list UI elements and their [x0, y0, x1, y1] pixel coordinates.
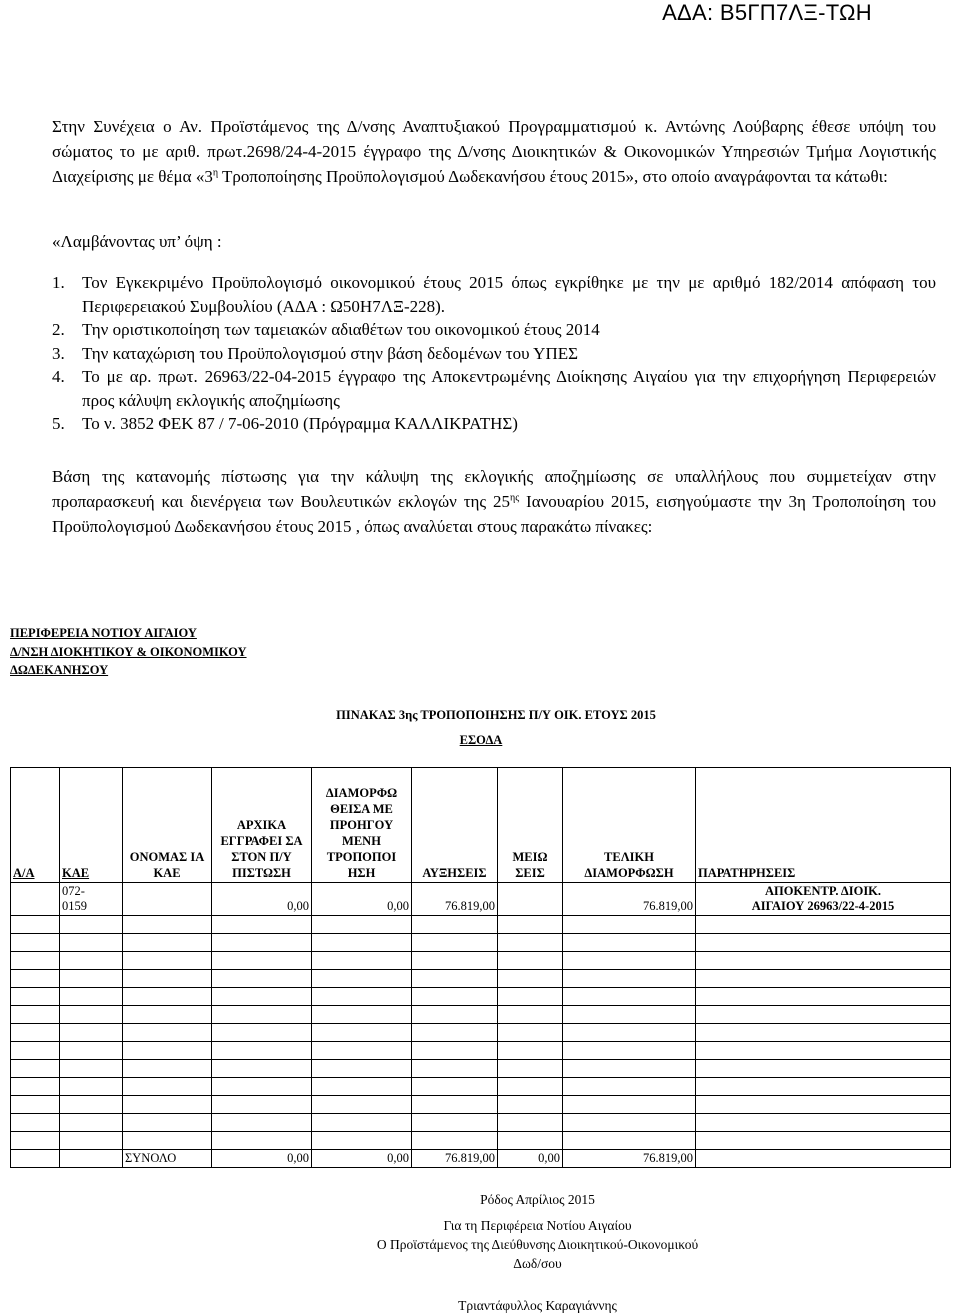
table-subtitle: ΕΣΟΔΑ: [459, 733, 503, 747]
list-item-text: Την καταχώριση του Προϋπολογισμού στην βάση δεδομένων του ΥΠΕΣ: [82, 343, 579, 363]
total-kae: [60, 1150, 123, 1168]
table-row: [11, 1096, 951, 1114]
table-row: [11, 1132, 951, 1150]
basis-text-after: Ιανουαρίου 2015, εισηγούμαστε την 3η Τροποποίηση του Προϋπολογισμού Δωδεκανήσου έτους 2015 , όπως αναλύεται στους παρακάτω πίνακες:: [52, 492, 936, 536]
col-kae: ΚΑΕ: [60, 768, 123, 883]
total-final: 76.819,00: [563, 1150, 696, 1168]
cell-increase: 76.819,00: [412, 883, 498, 916]
table-title: ΠΙΝΑΚΑΣ 3ης ΤΡΟΠΟΠΟΙΗΣΗΣ Π/Υ ΟΙΚ. ΕΤΟΥΣ 2015: [336, 708, 656, 722]
sig-for-region: Για τη Περιφέρεια Νοτίου Αιγαίου: [443, 1218, 632, 1233]
intro-superscript: η: [212, 167, 219, 179]
budget-table: [10, 767, 951, 1168]
col-initial: ΑΡΧΙΚΑ ΕΓΓΡΑΦΕΙ ΣΑ ΣΤΟΝ Π/Υ ΠΙΣΤΩΣΗ: [212, 768, 312, 883]
intro-text-after: Τροποποίησης Προϋπολογισμού Δωδεκανήσου έτους 2015», στο οποίο αναγράφονται τα κάτωθι:: [218, 167, 888, 186]
col-notes: ΠΑΡΑΤΗΡΗΣΕΙΣ: [696, 768, 951, 883]
signature-block: [0, 1216, 960, 1273]
col-aa: Α/Α: [11, 768, 60, 883]
col-final: ΤΕΛΙΚΗ ΔΙΑΜΟΡΦΩΣΗ: [563, 768, 696, 883]
cell-name: [123, 883, 212, 916]
list-item-number: 2.: [52, 320, 65, 339]
notes-line1: ΑΠΟΚΕΝΤΡ. ΔΙΟΙΚ.: [764, 884, 882, 898]
ada-header: ΑΔΑ: Β5ΓΠ7ΛΞ-ΤΩΗ: [662, 0, 872, 25]
list-item: [52, 342, 936, 366]
total-initial: 0,00: [212, 1150, 312, 1168]
list-item: [52, 318, 936, 342]
total-label: ΣΥΝΟΛΟ: [123, 1150, 212, 1168]
kae-line2: 0159: [62, 899, 87, 913]
org-prefecture: ΔΩΔΕΚΑΝΗΣΟΥ: [10, 663, 109, 677]
organization-heading: [10, 624, 247, 680]
org-directorate: Δ/ΝΣΗ ΔΙΟΚΗΤΙΚΟΥ & ΟΙΚΟΝΟΜΙΚΟΥ: [10, 644, 247, 659]
list-item-text: Το ν. 3852 ΦΕΚ 87 / 7-06-2010 (Πρόγραμμα ΚΑΛΛΙΚΡΑΤΗΣ): [82, 414, 518, 433]
sig-director: Ο Προϊστάμενος της Διεύθυνσης Διοικητικού-Οικονομικού: [376, 1237, 699, 1252]
cell-notes: [696, 883, 951, 916]
basis-superscript: ης: [510, 492, 520, 504]
cell-adjusted: 0,00: [312, 883, 412, 916]
col-increase: ΑΥΞΗΣΕΙΣ: [412, 768, 498, 883]
cell-initial: 0,00: [212, 883, 312, 916]
intro-paragraph: [52, 114, 936, 189]
table-header-row: [11, 768, 951, 883]
cell-final: 76.819,00: [563, 883, 696, 916]
table-row: [11, 1024, 951, 1042]
cell-kae: [60, 883, 123, 916]
intro-text: Στην Συνέχεια ο Αν. Προϊστάμενος της Δ/νσης Αναπτυξιακού Προγραμματισμού κ. Αντώνης Λούβαρης έθεσε υπόψη του σώματος το με αριθ. πρωτ.2698/24-4-2015 έγγραφο της Δ/νσης Διοικητικών & Οικονομικών Υπηρεσιών Τμήμα Λογιστικής Διαχείρισης με θέμα «3: [52, 117, 936, 186]
list-item: [52, 365, 936, 412]
cell-decrease: [498, 883, 563, 916]
list-item-text: Τον Εγκεκριμένο Προϋπολογισμό οικονομικού έτους 2015 όπως εγκρίθηκε με την με αριθμό 182/2014 απόφαση του Περιφερειακού Συμβουλίου (ΑΔΑ : Ω50Η7ΛΞ-228).: [82, 273, 936, 316]
col-decrease: ΜΕΙΩ ΣΕΙΣ: [498, 768, 563, 883]
list-item-number: 5.: [52, 414, 65, 433]
col-name: ΟΝΟΜΑΣ ΙΑ ΚΑΕ: [123, 768, 212, 883]
table-row: [11, 883, 951, 916]
list-item-number: 1.: [52, 273, 65, 292]
kae-line1: 072-: [62, 884, 85, 898]
table-row: [11, 970, 951, 988]
place-date: Ρόδος Απρίλιος 2015: [480, 1192, 595, 1207]
list-item-number: 4.: [52, 367, 65, 386]
list-item-text: Το με αρ. πρωτ. 26963/22-04-2015 έγγραφο της Αποκεντρωμένης Διοίκησης Αιγαίου για την επιχορήγηση Περιφερειών προς κάλυψη εκλογικής αποζημίωσης: [82, 367, 936, 410]
total-adjusted: 0,00: [312, 1150, 412, 1168]
table-row: [11, 952, 951, 970]
table-row: [11, 1042, 951, 1060]
table-row: [11, 1078, 951, 1096]
sig-dept: Δωδ/σου: [513, 1256, 562, 1271]
table-total-row: [11, 1150, 951, 1168]
total-aa: [11, 1150, 60, 1168]
signatory-name: Τριαντάφυλλος Καραγιάννης: [458, 1298, 617, 1313]
basis-text: Βάση της κατανομής πίστωσης για την κάλυψη της εκλογικής αποζημίωσης σε υπαλλήλους που συμμετείχαν στην προπαρασκευή και διενέργεια των Βουλευτικών εκλογών της 25: [52, 467, 936, 511]
table-row: [11, 1006, 951, 1024]
table-row: [11, 988, 951, 1006]
col-adjusted: ΔΙΑΜΟΡΦΩ ΘΕΙΣΑ ΜΕ ΠΡΟΗΓΟΥ ΜΕΝΗ ΤΡΟΠΟΠΟΙ ΗΣΗ: [312, 768, 412, 883]
org-region: ΠΕΡΙΦΕΡΕΙΑ ΝΟΤΙΟΥ ΑΙΓΑΙΟΥ: [10, 626, 197, 640]
cell-aa: [11, 883, 60, 916]
table-row: [11, 1114, 951, 1132]
table-row: [11, 916, 951, 934]
table-row: [11, 934, 951, 952]
list-item: [52, 271, 936, 318]
table-row: [11, 1060, 951, 1078]
list-item: [52, 412, 936, 436]
list-item-text: Την οριστικοποίηση των ταμειακών αδιαθέτων του οικονομικού έτους 2014: [82, 320, 600, 339]
total-decrease: 0,00: [498, 1150, 563, 1168]
notes-line2: ΑΙΓΑΙΟΥ 26963/22-4-2015: [751, 899, 895, 913]
total-increase: 76.819,00: [412, 1150, 498, 1168]
total-notes: [696, 1150, 951, 1168]
considerations-list: [52, 271, 936, 436]
considering-heading: «Λαμβάνοντας υπ’ όψη :: [52, 232, 222, 251]
list-item-number: 3.: [52, 343, 65, 363]
basis-paragraph: [52, 464, 936, 539]
